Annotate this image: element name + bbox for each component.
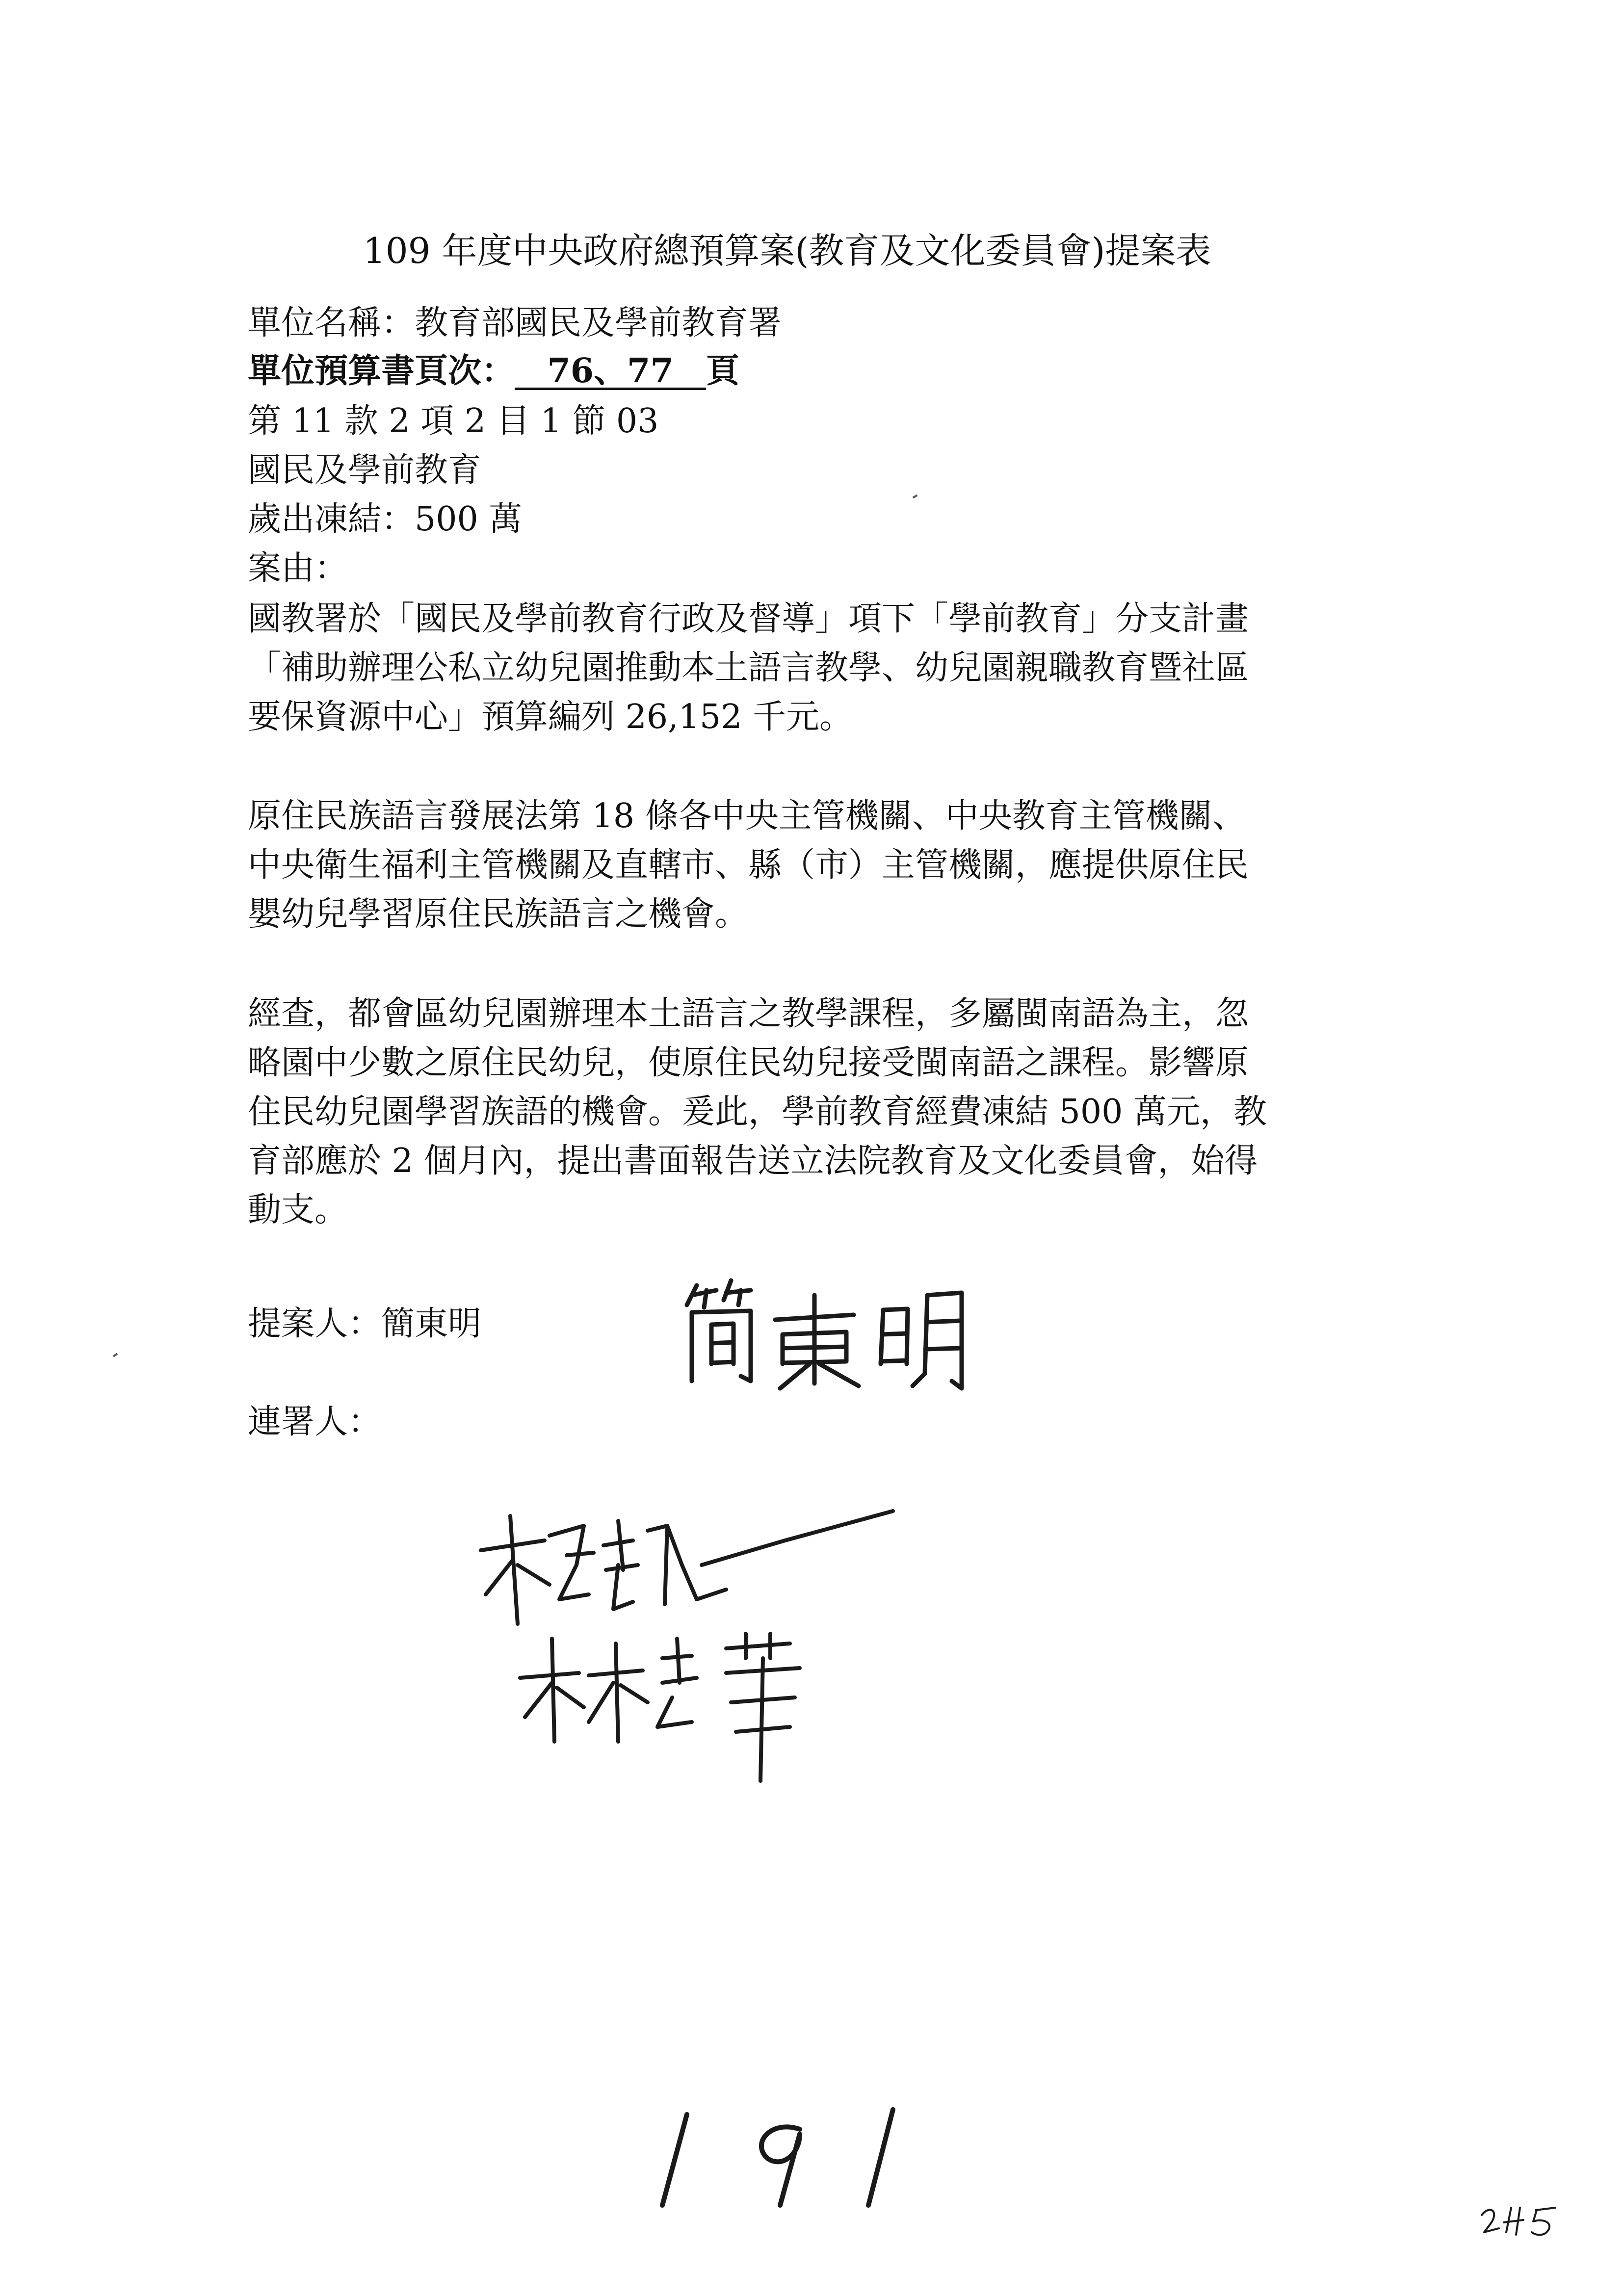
paragraph-line: 原住民族語言發展法第 18 條各中央主管機關、中央教育主管機關、	[248, 797, 1246, 835]
budget-page-numbers: 76、77	[515, 354, 706, 390]
corner-note	[1477, 2198, 1565, 2242]
document-title: 109 年度中央政府總預算案(教育及文化委員會)提案表	[363, 230, 1211, 271]
reason-label: 案由：	[248, 549, 348, 588]
budget-item: 第 11 款 2 項 2 目 1 節 03	[248, 402, 659, 441]
paragraph-line: 中央衛生福利主管機關及直轄市、縣（市）主管機關，應提供原住民	[248, 846, 1249, 885]
paragraph-line: 嬰幼兒學習原住民族語言之機會。	[248, 895, 749, 934]
budget-page-label: 單位預算書頁次：	[248, 351, 515, 391]
handwritten-page-number	[653, 2100, 927, 2213]
paragraph-line: 育部應於 2 個月內，提出書面報告送立法院教育及文化委員會，始得	[248, 1142, 1258, 1180]
freeze-amount: 歲出凍結：500 萬	[248, 500, 523, 539]
paragraph-line: 經查，都會區幼兒園辦理本土語言之教學課程，多屬閩南語為主，忽	[248, 994, 1249, 1033]
program-name: 國民及學前教育	[248, 451, 482, 490]
paragraph-line: 「補助辦理公私立幼兒園推動本土語言教學、幼兒園親職教育暨社區	[248, 649, 1249, 687]
cosigners-label: 連署人：	[248, 1403, 382, 1441]
paragraph-line: 住民幼兒園學習族語的機會。爰此，學前教育經費凍結 500 萬元，教	[248, 1093, 1267, 1131]
proposer-signature	[677, 1266, 981, 1398]
scan-speck	[913, 495, 918, 498]
scan-speck	[113, 1353, 118, 1357]
cosigner-signature-1	[471, 1496, 913, 1634]
paragraph-line: 要保資源中心」預算編列 26,152 千元。	[248, 698, 853, 736]
proposer-line: 提案人：簡東明	[248, 1305, 482, 1343]
budget-page-line	[248, 351, 740, 391]
paragraph-line: 動支。	[248, 1191, 348, 1229]
unit-name: 單位名稱：教育部國民及學前教育署	[248, 304, 782, 342]
paragraph-line: 國教署於「國民及學前教育行政及督導」項下「學前教育」分支計畫	[248, 600, 1249, 638]
budget-page-suffix: 頁	[706, 351, 740, 391]
paragraph-line: 略園中少數之原住民幼兒，使原住民幼兒接受閩南語之課程。影響原	[248, 1044, 1249, 1082]
cosigner-signature-2	[515, 1629, 849, 1791]
